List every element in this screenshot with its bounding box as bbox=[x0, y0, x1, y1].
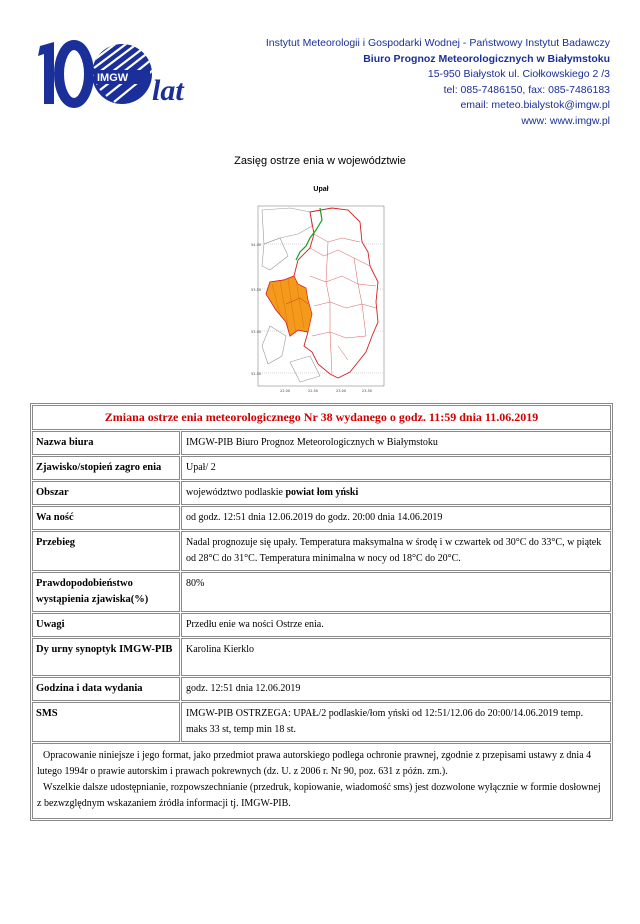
lat-tick-2: 53.50 bbox=[251, 288, 262, 292]
map-caption: Zasięg ostrze enia w województwie bbox=[234, 155, 406, 167]
institute-name: Instytut Meteorologii i Gospodarki Wodnej - Państwowy Instytut Badawczy bbox=[265, 37, 610, 49]
table-row bbox=[32, 456, 611, 480]
table-row bbox=[32, 506, 611, 530]
validity-value: od godz. 12:51 dnia 12.06.2019 do godz. 20:00 dnia 14.06.2019 bbox=[181, 506, 611, 530]
copyright-paragraph-2: Wszelkie dalsze udostępnianie, rozpowszechnianie (przedruk, kopiowanie, wiadomość sms) jest dozwolone wyłącznie w formie dosłownej z bezwzględnym wskazaniem źródła informacji tj. IMGW-PIB. bbox=[37, 782, 601, 809]
probability-label: Prawdopodobieństwo wystąpienia zjawiska(%) bbox=[32, 572, 180, 612]
probability-value: 80% bbox=[181, 572, 611, 612]
issued-value: godz. 12:51 dnia 12.06.2019 bbox=[181, 677, 611, 701]
synoptic-value: Karolina Kierklo bbox=[181, 638, 611, 676]
warning-map bbox=[250, 186, 392, 396]
warning-table bbox=[30, 403, 613, 821]
institute-header bbox=[266, 36, 610, 129]
map-title: Upał bbox=[313, 186, 329, 193]
table-row bbox=[32, 431, 611, 455]
copyright-paragraph-1: Opracowanie niniejsze i jego format, jako przedmiot prawa autorskiego podlega ochronie prawnej, zgodnie z przepisami ustawy z dnia 4 lutego 1994r o prawie autorskim i prawach pokrewnych (dz. U. z 2006 r. Nr 90, poz. 631 z późn. zm.). bbox=[37, 750, 592, 777]
lat-tick-4: 52.50 bbox=[251, 372, 262, 376]
remarks-value: Przedłu enie wa ności Ostrze enia. bbox=[181, 613, 611, 637]
table-row bbox=[32, 481, 611, 505]
office-label: Nazwa biura bbox=[32, 431, 180, 455]
course-value: Nadal prognozuje się upały. Temperatura maksymalna w środę i w czwartek od 30°C do 33°C, w piątek od 28°C do 31°C. Temperatura minimalna w nocy od 18°C do 20°C. bbox=[181, 531, 611, 571]
area-voivodeship: województwo podlaskie bbox=[186, 487, 286, 498]
table-row bbox=[32, 702, 611, 742]
phenomenon-label: Zjawisko/stopień zagro enia bbox=[32, 456, 180, 480]
lon-tick-1: 22.00 bbox=[280, 389, 291, 393]
copyright-notice bbox=[32, 743, 611, 819]
svg-text:lat: lat bbox=[152, 74, 184, 107]
phone-fax: tel: 085-7486150, fax: 085-7486183 bbox=[443, 83, 610, 96]
area-label: Obszar bbox=[32, 481, 180, 505]
warning-title: Zmiana ostrze enia meteorologicznego Nr 38 wydanego o godz. 11:59 dnia 11.06.2019 bbox=[32, 405, 611, 430]
lat-tick-1: 54.00 bbox=[251, 243, 262, 247]
email[interactable]: email: meteo.bialystok@imgw.pl bbox=[460, 99, 610, 111]
table-row bbox=[32, 638, 611, 676]
office-name: Biuro Prognoz Meteorologicznych w Białymstoku bbox=[363, 52, 610, 65]
website[interactable]: www: www.imgw.pl bbox=[521, 114, 610, 127]
table-row bbox=[32, 531, 611, 571]
remarks-label: Uwagi bbox=[32, 613, 180, 637]
table-row bbox=[32, 572, 611, 612]
issued-label: Godzina i data wydania bbox=[32, 677, 180, 701]
table-row bbox=[32, 613, 611, 637]
imgw-logo bbox=[34, 40, 194, 110]
validity-label: Wa ność bbox=[32, 506, 180, 530]
imgw-100-lat-logo-icon bbox=[34, 40, 194, 110]
area-value bbox=[181, 481, 611, 505]
sms-value: IMGW-PIB OSTRZEGA: UPAŁ/2 podlaskie/łom yński od 12:51/12.06 do 20:00/14.06.2019 temp. maks 33 st, temp min 18 st. bbox=[181, 702, 611, 742]
lon-tick-3: 23.00 bbox=[336, 389, 347, 393]
table-row bbox=[32, 677, 611, 701]
address: 15-950 Białystok ul. Ciołkowskiego 2 /3 bbox=[427, 68, 610, 80]
area-county: powiat łom yński bbox=[285, 487, 359, 498]
sms-label: SMS bbox=[32, 702, 180, 742]
lon-tick-2: 22.50 bbox=[308, 389, 319, 393]
synoptic-label: Dy urny synoptyk IMGW-PIB bbox=[32, 638, 180, 676]
lat-tick-3: 53.00 bbox=[251, 330, 262, 334]
lon-tick-4: 23.50 bbox=[362, 389, 373, 393]
phenomenon-value: Upał/ 2 bbox=[181, 456, 611, 480]
svg-text:IMGW: IMGW bbox=[97, 72, 129, 84]
voivodeship-map bbox=[250, 186, 392, 396]
course-label: Przebieg bbox=[32, 531, 180, 571]
office-value: IMGW-PIB Biuro Prognoz Meteorologicznych w Białymstoku bbox=[181, 431, 611, 455]
